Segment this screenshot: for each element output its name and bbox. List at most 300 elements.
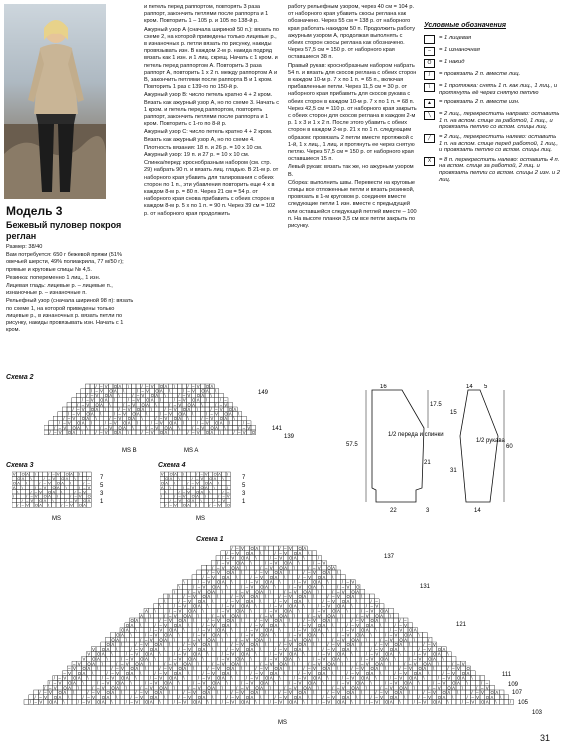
col2-p6: Спинка/перед: кроснобразным набором (см. стр. 29) набрать 90 п. и вязать лиц. гладью. В 21-м р. от наборного края убавить для талирования с обеих сторон по 1 п., эти убавления повторить еще 4 х в каждом 8-м р. = 80 п. Через 21 см = 54 р. от наборного края снова прибавить с обеих сторон в каждом 8-м р. 5 х по 1 п. = 90 п. Через 39 см = 102 р. от наборного края продолжить [144,160,279,217]
stitch-symbol: V [136,397,140,403]
stitch-symbol: / [380,637,382,643]
stitch-symbol: O [205,383,210,389]
stitch-symbol: / [219,397,221,403]
stitch-symbol: V [113,420,117,426]
chart-cell [322,589,327,594]
chart-cell [187,580,192,585]
stitch-symbol: / [82,694,84,700]
stitch-symbol: O [408,627,413,633]
stitch-symbol: \ [312,690,315,696]
stitch-symbol: / [49,429,51,435]
stitch-symbol: V [207,579,211,585]
stitch-symbol: V [44,694,48,700]
stitch-symbol: / [39,480,41,486]
stitch-symbol: – [173,402,177,408]
stitch-symbol: / [226,598,228,604]
stitch-symbol: O [288,603,293,609]
stitch-symbol: O [452,680,456,686]
chart-cell [192,623,197,628]
stitch-symbol: / [70,493,72,499]
stitch-symbol: / [39,690,41,696]
stitch-symbol: O [236,560,240,566]
stitch-symbol: / [207,666,209,672]
stitch-symbol: / [413,699,415,705]
stitch-symbol: / [399,666,401,672]
stitch-symbol: – [226,699,229,705]
chart-cell [470,680,475,685]
stitch-symbol: / [336,680,339,686]
stitch-symbol: Λ [452,685,456,691]
stitch-symbol: Λ [116,685,120,691]
chart-cell [182,476,186,480]
stitch-symbol: \ [221,685,223,691]
stitch-symbol: V [192,388,195,394]
chart-cell [56,498,60,502]
stitch-symbol: Λ [293,555,297,561]
stitch-symbol: \ [96,666,99,672]
stitch-symbol: V [303,675,307,681]
stitch-symbol: O [132,411,136,417]
stitch-symbol: V [437,685,441,691]
chart-cell [168,700,173,705]
stitch-symbol: \ [48,502,50,508]
stitch-symbol: \ [226,632,228,638]
stitch-symbol: V [63,675,67,681]
chart-cell [336,623,341,628]
stitch-symbol: \ [74,476,76,482]
chart-cell [139,676,144,681]
stitch-symbol: \ [135,675,137,681]
stitch-symbol: / [308,661,310,667]
stitch-symbol: V [218,502,221,508]
stitch-symbol: – [54,429,57,435]
stitch-symbol: O [159,685,163,691]
stitch-symbol: O [284,560,288,566]
stitch-symbol: O [96,651,101,657]
stitch-symbol: V [90,397,94,403]
stitch-symbol: Λ [72,429,76,435]
stitch-symbol: O [298,594,302,600]
stitch-symbol: / [437,675,439,681]
chart-cell [216,599,221,604]
stitch-symbol: \ [221,637,223,643]
stitch-symbol: / [130,694,132,700]
stitch-symbol: O [221,622,226,628]
chart-cell [130,685,135,690]
stitch-symbol: V [264,618,268,624]
stitch-symbol: \ [164,694,166,700]
stitch-symbol: Λ [207,594,211,600]
stitch-symbol: / [212,661,214,667]
stitch-symbol: Λ [204,484,208,490]
front-back-label: 1/2 переда и спинки [388,432,444,438]
stitch-symbol: Λ [109,393,113,399]
stitch-symbol: – [226,651,229,657]
stitch-symbol: O [346,642,350,648]
stitch-symbol: – [231,646,234,652]
stitch-symbol: V [120,666,124,672]
stitch-symbol: V [432,690,436,696]
stitch-symbol: V [298,632,302,638]
dim-label: 14 [474,508,481,514]
scheme1-title: Схема 1 [196,536,224,543]
stitch-symbol: / [274,694,276,700]
chart-cell [350,656,355,661]
stitch-symbol: – [269,560,273,566]
stitch-symbol: \ [182,471,184,477]
stitch-symbol: / [250,622,252,628]
chart-cell [163,604,168,609]
stitch-symbol: V [39,699,43,705]
stitch-symbol: V [317,613,321,619]
stitch-symbol: / [356,661,358,667]
instructions-col2 [144,4,280,219]
chart-cell [208,494,212,498]
stitch-symbol: / [466,694,468,700]
stitch-symbol: V [197,589,201,595]
chart-cell [278,632,283,637]
chart-cell [136,425,141,430]
stitch-symbol: O [255,589,259,595]
stitch-symbol: \ [65,484,67,490]
stitch-symbol: \ [250,608,252,614]
chart-cell [72,398,77,403]
stitch-symbol: / [113,411,116,417]
stitch-symbol: / [187,429,189,435]
chart-cell [86,680,91,685]
chart-cell [91,700,96,705]
stitch-symbol: Λ [104,397,108,403]
purl-symbol-icon: – [424,47,435,56]
stitch-symbol: V [187,489,190,495]
stitch-symbol: – [408,661,412,667]
stitch-symbol: O [173,416,177,422]
stitch-symbol: O [269,574,274,580]
stitch-symbol: – [274,555,277,561]
stitch-symbol: / [87,476,89,482]
chart-cell [283,676,288,681]
chart-cell [456,695,461,700]
stitch-symbol: / [164,661,166,667]
stitch-symbol: – [317,560,321,566]
stitch-symbol: / [183,642,185,648]
stitch-symbol: Λ [279,666,283,672]
stitch-symbol: Λ [48,493,51,499]
stitch-symbol: Λ [209,480,212,486]
stitch-symbol: – [322,651,325,657]
stitch-symbol: \ [432,666,435,672]
stitch-symbol: O [113,429,118,435]
chart-cell [85,430,90,435]
stitch-symbol: \ [178,680,180,686]
stitch-symbol: – [250,627,253,633]
stitch-symbol: – [207,622,210,628]
stitch-symbol: / [65,498,67,504]
stitch-symbol: O [269,622,274,628]
stitch-symbol: \ [293,565,295,571]
stitch-symbol: O [196,489,200,495]
stitch-symbol: – [202,627,205,633]
chart-cell [322,637,327,642]
chart-cell [307,604,312,609]
stitch-symbol: V [303,627,307,633]
stitch-symbol: V [86,402,90,408]
stitch-symbol: O [82,666,86,672]
stitch-symbol: O [221,670,226,676]
stitch-symbol: \ [178,476,180,482]
stitch-symbol: – [111,670,114,676]
stitch-symbol: Λ [125,675,129,681]
stitch-symbol: O [216,627,221,633]
stitch-symbol: \ [240,666,243,672]
chart-cell [191,416,196,421]
stitch-symbol: V [298,584,302,590]
stitch-symbol: / [365,651,367,657]
stitch-symbol: O [72,675,77,681]
stitch-symbol: / [447,666,449,672]
chart-cell [245,570,250,575]
stitch-symbol: / [141,429,143,435]
chart-cell [336,671,341,676]
stitch-symbol: / [240,680,243,686]
stitch-symbol: O [202,594,206,600]
stitch-symbol: Λ [245,555,249,561]
stitch-symbol: \ [127,429,129,435]
stitch-symbol: Λ [375,618,379,624]
stitch-symbol: – [341,680,345,686]
stitch-symbol: O [63,685,67,691]
stitch-symbol: – [164,618,167,624]
stitch-symbol: / [178,694,180,700]
chart-cell [211,652,216,657]
stitch-symbol: – [360,613,364,619]
stitch-symbol: \ [183,579,185,585]
stitch-symbol: – [404,666,407,672]
stitch-symbol: Λ [240,656,244,662]
stitch-symbol: V [236,598,240,604]
stitch-symbol: Λ [303,594,307,600]
stitch-symbol: – [380,690,383,696]
chart-cell [125,690,130,695]
stitch-symbol: / [53,675,55,681]
stitch-symbol: / [327,642,329,648]
stitch-symbol: – [274,699,277,705]
stitch-symbol: / [140,685,142,691]
stitch-symbol: \ [125,637,127,643]
chart-cell [30,481,34,485]
stitch-symbol: / [83,480,85,486]
stitch-symbol: – [154,675,157,681]
chart-cell [278,680,283,685]
stitch-symbol: O [288,555,293,561]
stitch-symbol: – [327,598,330,604]
chart-cell [131,384,136,389]
stitch-symbol: O [341,646,346,652]
chart-cell [131,430,136,435]
dim-label: 5 [484,384,488,390]
stitch-symbol: V [149,637,153,643]
stitch-symbol: / [58,420,60,426]
stitch-symbol: O [144,699,149,705]
chart-cell [163,652,168,657]
stitch-symbol: O [219,416,223,422]
col1-p3: Резинка: попеременно 1 лиц., 1 изн. [6,274,101,281]
stitch-symbol: Λ [155,393,159,399]
stitch-symbol: \ [81,429,83,435]
stitch-symbol: Λ [212,685,216,691]
stitch-symbol: / [207,618,209,624]
stitch-symbol: O [284,656,288,662]
stitch-symbol: Λ [106,646,110,652]
stitch-symbol: \ [322,680,324,686]
stitch-symbol: / [54,425,56,431]
chart-cell [202,661,207,666]
stitch-symbol: \ [260,694,262,700]
stitch-symbol: \ [240,570,243,576]
stitch-symbol: – [213,502,216,508]
stitch-symbol: / [130,646,132,652]
chart-cell [91,676,96,681]
stitch-symbol: O [67,429,72,435]
stitch-symbol: O [120,627,125,633]
chart-cell [90,430,95,435]
stitch-symbol: V [154,680,158,686]
chart-cell [269,690,274,695]
chart-cell [230,680,235,685]
stitch-symbol: Λ [178,622,182,628]
stitch-symbol: / [509,699,511,705]
stitch-symbol: V [404,622,408,628]
stitch-symbol: O [187,498,191,504]
stitch-symbol: \ [136,420,139,426]
stitch-symbol: O [39,498,43,504]
stitch-symbol: Λ [228,411,232,417]
stitch-symbol: – [200,471,203,477]
stitch-symbol: O [308,632,312,638]
stitch-symbol: \ [100,411,102,417]
stitch-symbol: – [255,574,258,580]
stitch-symbol: O [351,685,355,691]
stitch-symbol: V [274,656,278,662]
stitch-symbol: – [34,699,37,705]
stitch-symbol: \ [197,661,199,667]
stitch-symbol: \ [240,618,243,624]
stitch-symbol: V [150,429,154,435]
stitch-symbol: \ [260,550,262,556]
chart-cell [154,613,159,618]
stitch-symbol: O [312,627,317,633]
chart-cell [72,695,77,700]
stitch-symbol: O [159,637,163,643]
stitch-symbol: \ [123,388,125,394]
stitch-symbol: O [356,584,360,590]
stitch-symbol: – [188,642,191,648]
stitch-symbol: V [240,594,244,600]
stitch-symbol: – [231,598,234,604]
scheme3-title: Схема 3 [6,462,34,469]
stitch-symbol: O [365,670,370,676]
stitch-symbol: O [255,685,259,691]
chart-cell [120,695,125,700]
stitch-symbol: / [264,656,267,662]
stitch-symbol: \ [159,397,162,403]
stitch-symbol: O [322,618,326,624]
stitch-symbol: V [288,642,292,648]
stitch-symbol: V [212,670,216,676]
stitch-symbol: O [428,656,432,662]
chart-cell [108,407,113,412]
stitch-symbol: O [136,406,141,412]
stitch-symbol: \ [130,632,132,638]
stitch-symbol: V [216,570,220,576]
stitch-symbol: Λ [255,546,259,552]
col2-p3: Ажурный узор В: число петель кратно 4 + 2 кром. Вязать как ажурный узор А, но по схеме 3. Начать с 1 кром. и петель перед раппортом, повторять раппорт, закончить петлями после раппорта и 1 кром. Повторить с 1-го по 8-й р. [144,92,280,128]
stitch-symbol: V [191,484,195,490]
cross-right-icon: ╲ [424,111,435,120]
stitch-symbol: \ [404,646,406,652]
stitch-symbol: \ [255,699,257,705]
front-back-outline [372,390,424,502]
stitch-symbol: – [155,420,158,426]
stitch-symbol: V [452,670,456,676]
stitch-symbol: – [466,699,469,705]
stitch-symbol: \ [284,574,286,580]
chart-cell [221,594,226,599]
stitch-symbol: V [192,690,196,696]
col2-p5: Плотность вязания: 18 п. и 26 р. = 10 х 10 см. Ажурный узор: 19 п. и 27 р. = 10 х 10 см. [144,144,263,159]
stitch-symbol: O [21,471,25,477]
stitch-symbol: V [141,393,145,399]
chart-cell [173,642,178,647]
stitch-symbol: – [437,680,441,686]
chart-cell [360,647,365,652]
stitch-symbol: / [303,666,305,672]
stitch-symbol: O [418,666,422,672]
stitch-symbol: Λ [196,493,199,499]
scheme4-row-label: 5 [242,483,246,489]
stitch-symbol: / [109,416,111,422]
stitch-symbol: V [67,420,71,426]
stitch-symbol: O [356,680,360,686]
chart-cell [216,700,221,705]
stitch-symbol: / [408,656,411,662]
chart-cell [182,430,187,435]
stitch-symbol: O [168,675,173,681]
stitch-symbol: \ [399,651,401,657]
stitch-symbol: O [43,493,47,499]
chart-cell [283,580,288,585]
stitch-symbol: V [360,666,364,672]
stitch-symbol: V [204,471,208,477]
chart-cell [216,647,221,652]
stitch-symbol: \ [308,694,310,700]
stitch-symbol: V [284,694,288,700]
stitch-symbol: \ [264,594,267,600]
stitch-symbol: Λ [118,429,122,435]
stitch-symbol: V [221,613,225,619]
stitch-symbol: O [168,627,173,633]
p2tog-icon: ▲ [424,99,435,108]
stitch-symbol: / [274,550,276,556]
stitch-symbol: O [351,637,355,643]
stitch-symbol: / [21,498,23,504]
stitch-symbol: – [70,498,73,504]
stitch-symbol: Λ [250,550,254,556]
stitch-symbol: Λ [77,675,81,681]
stitch-symbol: Λ [284,565,288,571]
stitch-symbol: O [77,420,81,426]
stitch-symbol: / [29,699,31,705]
